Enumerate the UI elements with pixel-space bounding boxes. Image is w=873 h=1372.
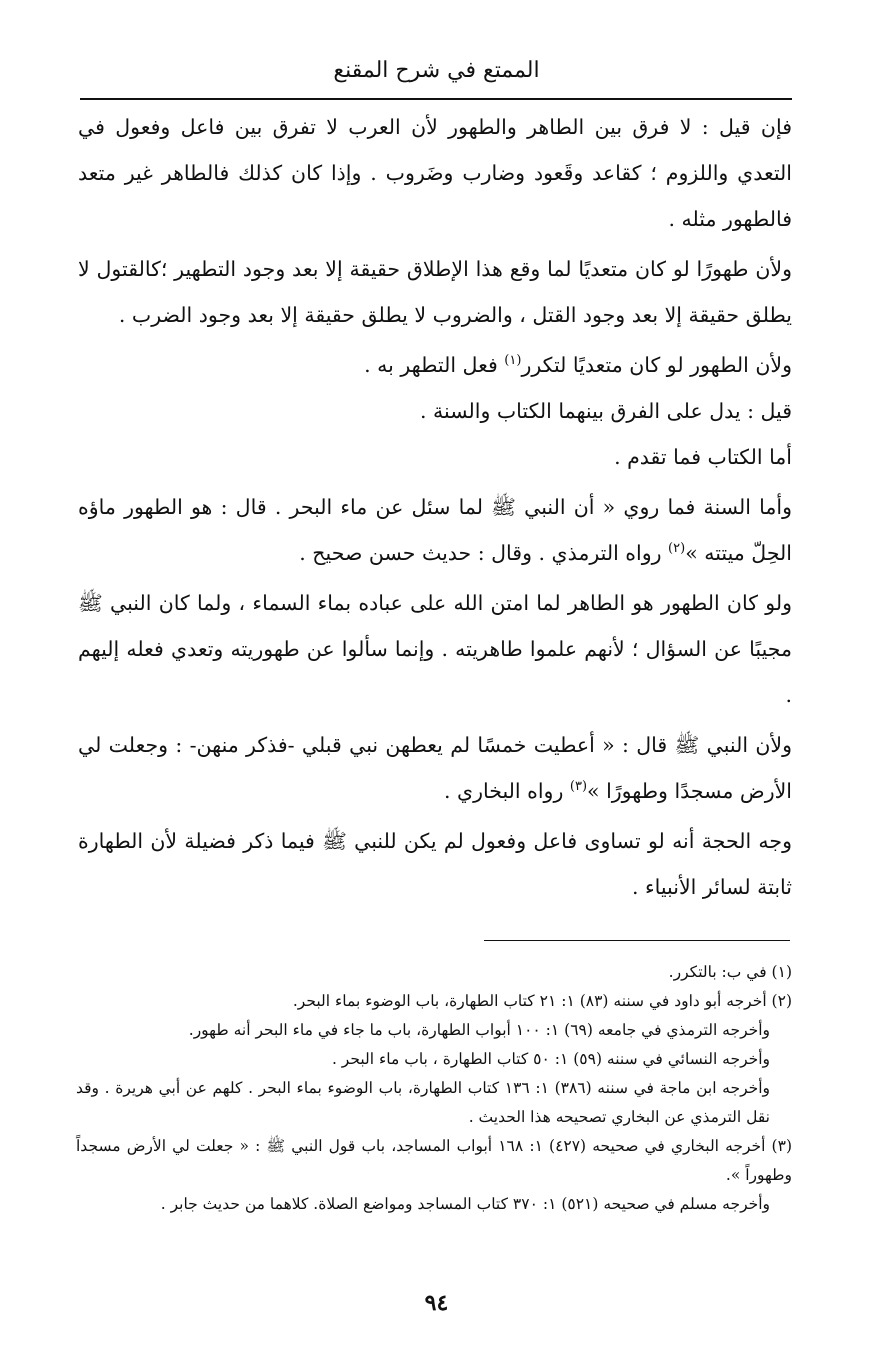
running-title: الممتع في شرح المقنع [333,58,540,83]
footnote-continuation: وأخرجه مسلم في صحيحه (٥٢١) ١: ٣٧٠ كتاب المساجد ومواضع الصلاة. كلاهما من حديث جابر . [160,1195,770,1213]
paragraph [78,722,792,814]
header-rule [80,98,792,100]
main-text [78,104,792,910]
footnote-ref[interactable]: (١) [504,353,522,369]
paragraph-text: رواه البخاري . [444,779,570,803]
paragraph-text: فعل التطهر به . [364,353,505,377]
paragraph: قيل : يدل على الفرق بينهما الكتاب والسنة . [420,399,792,423]
footnote: (١) في ب: بالتكرر. [668,963,792,981]
footnote-continuation: وأخرجه الترمذي في جامعه (٦٩) ١: ١٠٠ أبواب الطهارة، باب ما جاء في ماء البحر أنه طهور. [188,1021,770,1039]
footnote: (٣) أخرجه البخاري في صحيحه (٤٢٧) ١: ١٦٨ أبواب المساجد، باب قول النبي ﷺ : « جعلت لي الأرض مسجداً وطهوراً ». [76,1137,792,1184]
footnote: (٢) أخرجه أبو داود في سننه (٨٣) ١: ٢١ كتاب الطهارة، باب الوضوء بماء البحر. [292,992,792,1010]
footnotes [76,958,792,1219]
paragraph: وجه الحجة أنه لو تساوى فاعل وفعول لم يكن للنبي ﷺ فيما ذكر فضيلة لأن الطهارة ثابتة لسائر الأنبياء . [78,829,792,899]
paragraph: ولأن طهورًا لو كان متعديًا لما وقع هذا الإطلاق حقيقة إلا بعد وجود التطهير ؛كالقتول لا يطلق حقيقة إلا بعد وجود القتل ، والضروب لا يطلق حقيقة إلا بعد وجود الضرب . [78,257,792,327]
paragraph-text: ولأن النبي ﷺ قال : « أعطيت خمسًا لم يعطهن نبي قبلي -فذكر منهن- : وجعلت لي الأرض مسجدًا وطهورًا » [78,733,792,803]
paragraph: ولو كان الطهور هو الطاهر لما امتن الله على عباده بماء السماء ، ولما كان النبي ﷺ مجيبًا عن السؤال ؛ لأنهم علموا طاهريته . وإنما سألوا عن طهوريته وتعدي فعله إليهم . [78,591,792,707]
footnote-continuation: وأخرجه النسائي في سننه (٥٩) ١: ٥٠ كتاب الطهارة ، باب ماء البحر . [331,1050,770,1068]
paragraph-text: وأما السنة فما روي « أن النبي ﷺ لما سئل عن ماء البحر . قال : هو الطهور ماؤه الحِلّ ميتته » [78,495,792,565]
footnote-rule [484,940,790,941]
paragraph-text: ولأن الطهور لو كان متعديًا لتكرر [521,353,792,377]
paragraph: أما الكتاب فما تقدم . [614,445,792,469]
footnote-ref[interactable]: (٣) [569,779,588,795]
paragraph [78,484,792,576]
paragraph [78,342,792,388]
page-number: ٩٤ [424,1290,449,1316]
footnote-ref[interactable]: (٢) [668,541,686,557]
footnote-continuation: وأخرجه ابن ماجة في سننه (٣٨٦) ١: ١٣٦ كتاب الطهارة، باب الوضوء بماء البحر . كلهم عن أبي هريرة . وقد نقل الترمذي عن البخاري تصحيحه هذا الحديث . [76,1079,770,1126]
paragraph: فإن قيل : لا فرق بين الطاهر والطهور لأن العرب لا تفرق بين فاعل وفعول في التعدي واللزوم ؛ كقاعد وقَعود وضارب وضَروب . وإذا كان كذلك فالطاهر غير متعد فالطهور مثله . [78,115,792,231]
paragraph-text: رواه الترمذي . وقال : حديث حسن صحيح . [299,541,669,565]
